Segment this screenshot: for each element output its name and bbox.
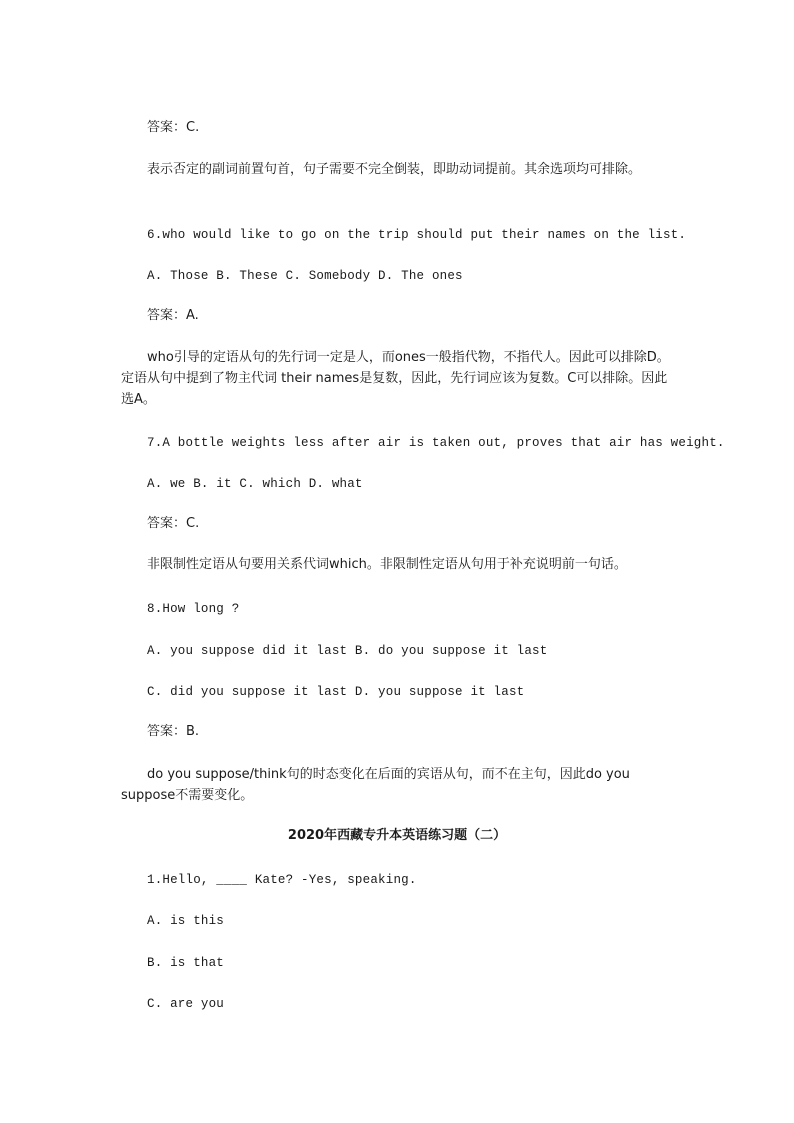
answer-label: 答案：A. (147, 308, 199, 323)
answer-label: 答案：C. (147, 120, 200, 135)
question-7: 7.A bottle weights less after air is taken out, proves that air has weight. (147, 436, 725, 450)
section-heading: 2020年西藏专升本英语练习题（二） (287, 828, 507, 843)
question-8-options-line-2: C. did you suppose it last D. you suppose it last (147, 685, 525, 699)
question-6-options: A. Those B. These C. Somebody D. The ones (147, 269, 463, 283)
answer-label: 答案：C. (147, 516, 200, 531)
answer-label: 答案：B. (147, 724, 200, 739)
question-8-options-line-1: A. you suppose did it last B. do you suppose it last (147, 644, 548, 658)
question-6: 6.who would like to go on the trip should put their names on the list. (147, 228, 687, 242)
section2-question-1-option-a: A. is this (147, 914, 225, 928)
explanation-paragraph: who引导的定语从句的先行词一定是人，而ones一般指代物，不指代人。因此可以排除D。定语从句中提到了物主代词 their names是复数，因此，先行词应该为复数。C可以排除。因此选A。 (121, 350, 670, 407)
explanation-text: 表示否定的副词前置句首，句子需要不完全倒装，即助动词提前。其余选项均可排除。 (147, 162, 642, 177)
question-7-options: A. we B. it C. which D. what (147, 477, 363, 491)
question-8: 8.How long ? (147, 602, 240, 616)
section2-question-1-option-c: C. are you (147, 997, 225, 1011)
section2-question-1-option-b: B. is that (147, 956, 225, 970)
explanation-paragraph: do you suppose/think句的时态变化在后面的宾语从句，而不在主句，因此do you suppose不需要变化。 (121, 767, 630, 803)
section2-question-1: 1.Hello, ____ Kate? -Yes, speaking. (147, 873, 417, 887)
explanation-text: 非限制性定语从句要用关系代词which。非限制性定语从句用于补充说明前一句话。 (147, 557, 627, 572)
